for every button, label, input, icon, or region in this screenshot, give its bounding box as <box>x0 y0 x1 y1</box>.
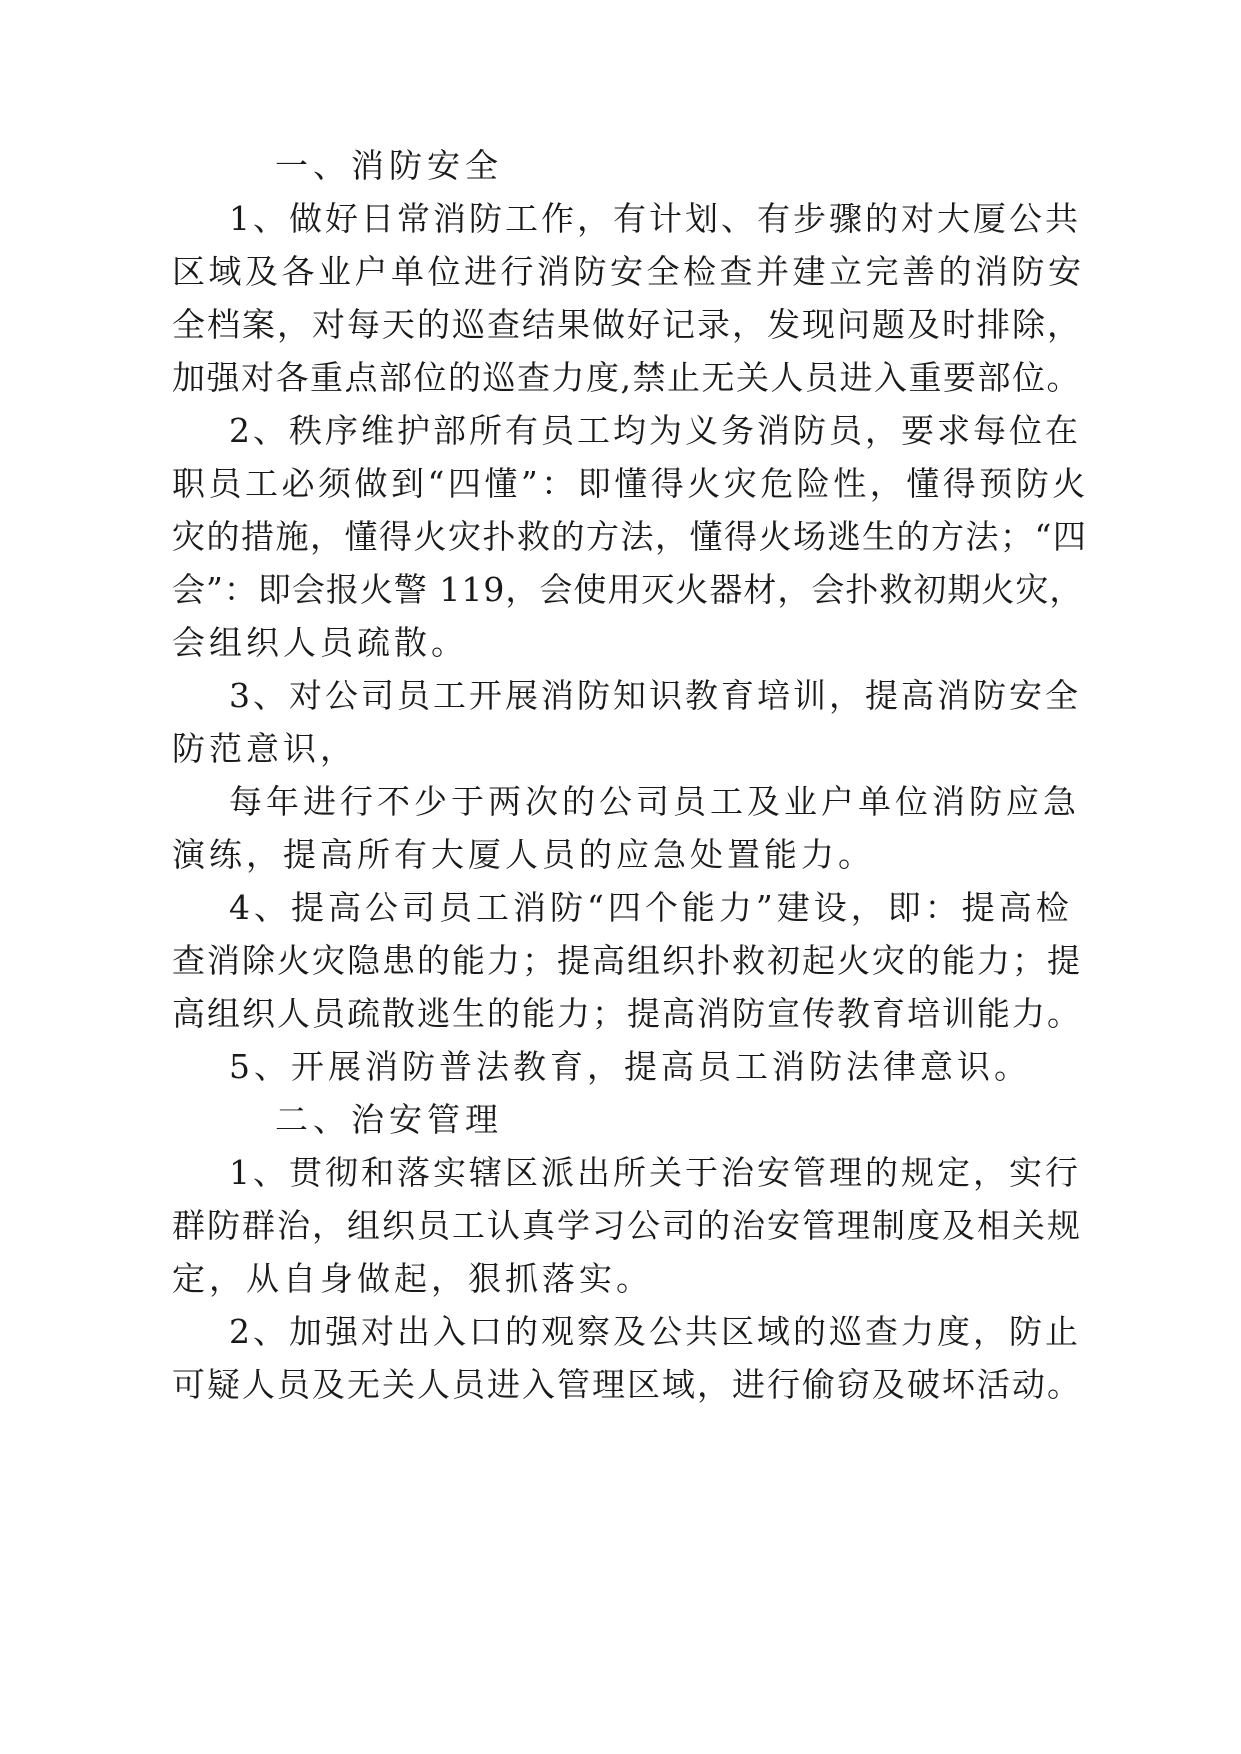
paragraph-line: 演练，提高所有大厦人员的应急处置能力。 <box>172 835 875 874</box>
paragraph-line: 5、开展消防普法教育，提高员工消防法律意识。 <box>229 1047 1031 1086</box>
paragraph-line: 3、对公司员工开展消防知识教育培训，提高消防安全 <box>229 676 1081 715</box>
paragraph-line: 防范意识， <box>172 729 357 768</box>
paragraph-line: 查消除火灾隐患的能力；提高组织扑救初起火灾的能力；提 <box>172 941 1082 980</box>
paragraph-line: 灾的措施，懂得火灾扑救的方法，懂得火场逃生的方法；“四 <box>172 517 1088 556</box>
section-heading-public-security: 二、治安管理 <box>275 1100 503 1139</box>
paragraph-line: 可疑人员及无关人员进入管理区域，进行偷窃及破坏活动。 <box>172 1365 1082 1404</box>
paragraph-line: 1、贯彻和落实辖区派出所关于治安管理的规定，实行 <box>229 1153 1081 1192</box>
paragraph-line: 每年进行不少于两次的公司员工及业户单位消防应急 <box>229 782 1080 821</box>
paragraph-line: 会”：即会报火警 119，会使用灭火器材，会扑救初期火灾， <box>172 570 1084 609</box>
paragraph-line: 全档案，对每天的巡查结果做好记录，发现问题及时排除， <box>172 305 1082 344</box>
paragraph-line: 区域及各业户单位进行消防安全检查并建立完善的消防安 <box>172 252 1085 291</box>
paragraph-line: 定，从自身做起，狠抓落实。 <box>172 1259 653 1298</box>
paragraph-line: 2、加强对出入口的观察及公共区域的巡查力度，防止 <box>229 1312 1081 1351</box>
paragraph-line: 2、秩序维护部所有员工均为义务消防员，要求每位在 <box>229 411 1081 450</box>
paragraph-line: 1、做好日常消防工作，有计划、有步骤的对大厦公共 <box>229 199 1081 238</box>
paragraph-line: 职员工必须做到“四懂”：即懂得火灾危险性，懂得预防火 <box>172 464 1089 503</box>
paragraph-line: 4、提高公司员工消防“四个能力”建设，即：提高检 <box>229 888 1073 927</box>
paragraph-line: 群防群治，组织员工认真学习公司的治安管理制度及相关规 <box>172 1206 1082 1245</box>
paragraph-line: 会组织人员疏散。 <box>172 623 468 662</box>
section-heading-fire-safety: 一、消防安全 <box>275 146 503 185</box>
paragraph-line: 高组织人员疏散逃生的能力；提高消防宣传教育培训能力。 <box>172 994 1082 1033</box>
paragraph-line: 加强对各重点部位的巡查力度,禁止无关人员进入重要部位。 <box>172 358 1081 397</box>
